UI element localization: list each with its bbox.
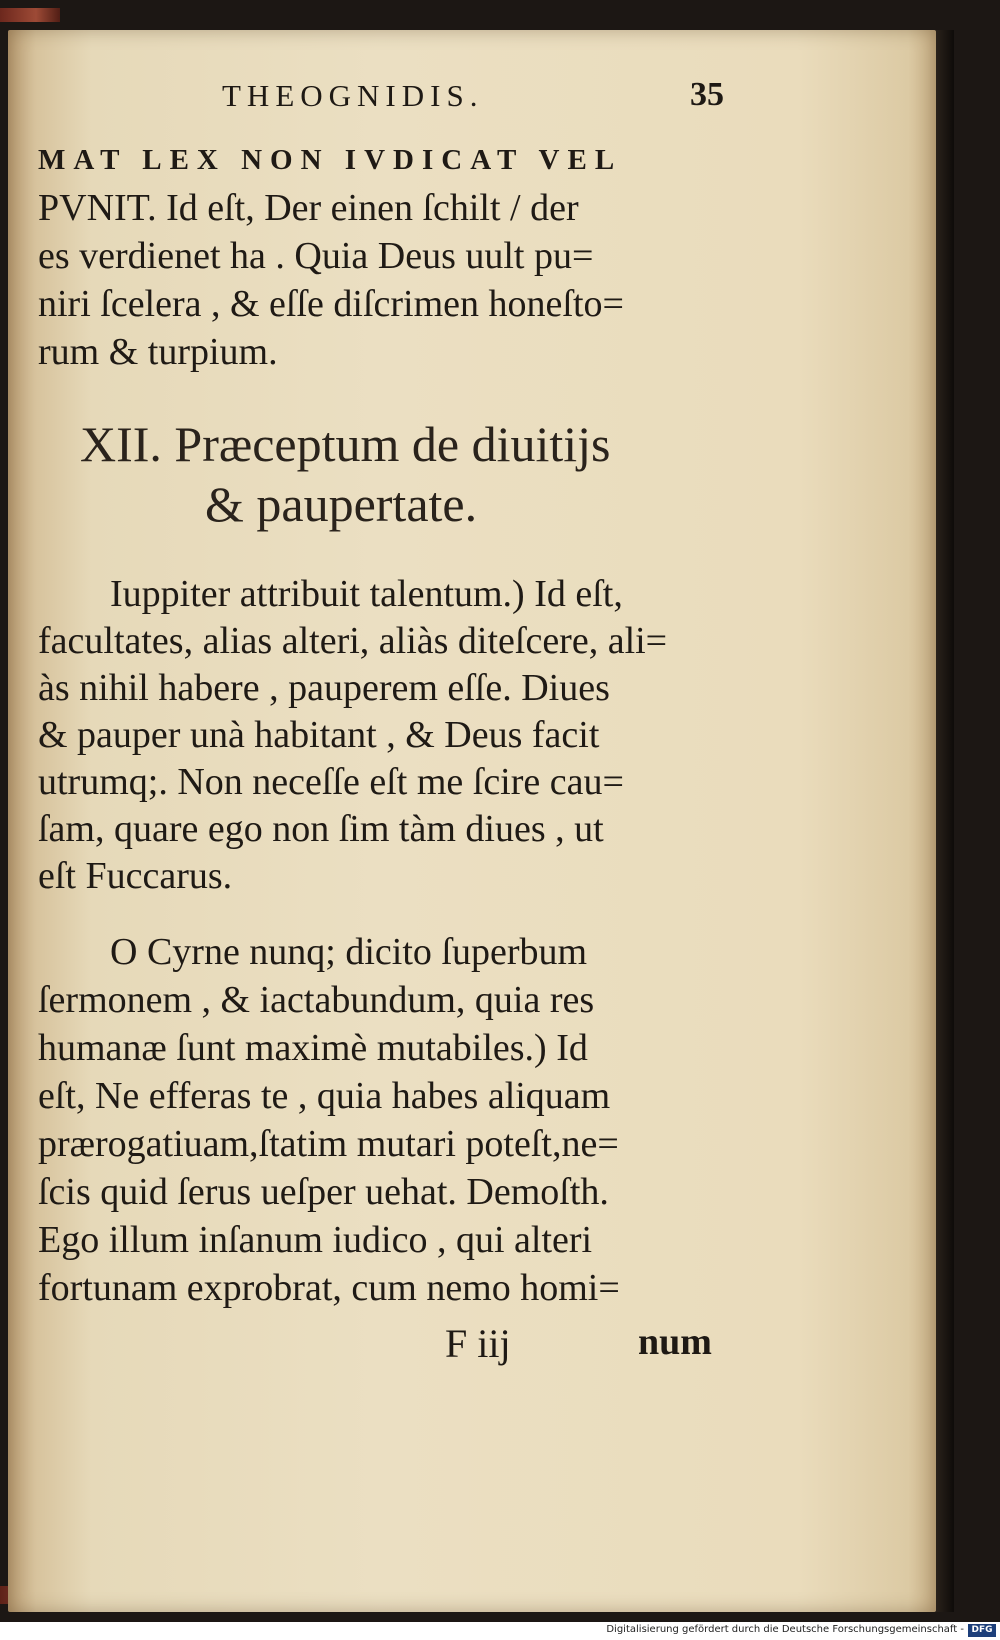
page-edge-shadow [936, 30, 954, 1612]
text-line: MAT LEX NON IVDICAT VEL [38, 144, 623, 176]
text-line: fortunam exprobrat, cum nemo homi= [38, 1267, 620, 1309]
text-line: PVNIT. Id eſt, Der einen ſchilt / der [38, 187, 579, 229]
text-line: & pauper unà habitant , & Deus facit [38, 714, 600, 756]
text-line: ſam, quare ego non ſim tàm diues , ut [38, 808, 604, 850]
text-line: rum & turpium. [38, 331, 278, 373]
text-line: Iuppiter attribuit talentum.) Id eſt, [110, 573, 623, 615]
text-line: niri ſcelera , & eſſe diſcrimen honeſto= [38, 283, 624, 325]
text-line: ſcis quid ſerus ueſper uehat. Demoſth. [38, 1171, 609, 1213]
text-line: O Cyrne nunq; dicito ſuperbum [110, 931, 588, 973]
signature-mark: F iij [445, 1321, 511, 1366]
text-line: utrumq;. Non neceſſe eſt me ſcire cau= [38, 761, 624, 803]
text-line: humanæ ſunt maximè mutabiles.) Id [38, 1027, 588, 1069]
funding-credit: Digitalisierung gefördert durch die Deutsche Forschungsgemeinschaft - [606, 1624, 964, 1635]
text-line: às nihil habere , pauperem eſſe. Diues [38, 667, 610, 709]
text-line: ſermonem , & iactabundum, quia res [38, 979, 595, 1021]
text-line: eſt Fuccarus. [38, 855, 233, 897]
page-number: 35 [690, 76, 724, 113]
footer-bar [0, 1622, 1000, 1640]
dfg-logo: DFG [968, 1624, 996, 1637]
text-line: facultates, alias alteri, aliàs diteſcere, ali= [38, 620, 668, 662]
heading-line: XII. Præceptum de diuitijs [80, 416, 611, 472]
heading-line: & paupertate. [205, 476, 478, 532]
text-line: prærogatiuam,ſtatim mutari poteſt,ne= [38, 1123, 619, 1165]
text-line: es verdienet ha . Quia Deus uult pu= [38, 235, 594, 277]
ribbon-mark-top [0, 8, 60, 22]
catchword: num [638, 1321, 712, 1363]
text-line: Ego illum inſanum iudico , qui alteri [38, 1219, 593, 1261]
text-line: eſt, Ne efferas te , quia habes aliquam [38, 1075, 611, 1117]
running-head: THEOGNIDIS. [222, 78, 484, 113]
